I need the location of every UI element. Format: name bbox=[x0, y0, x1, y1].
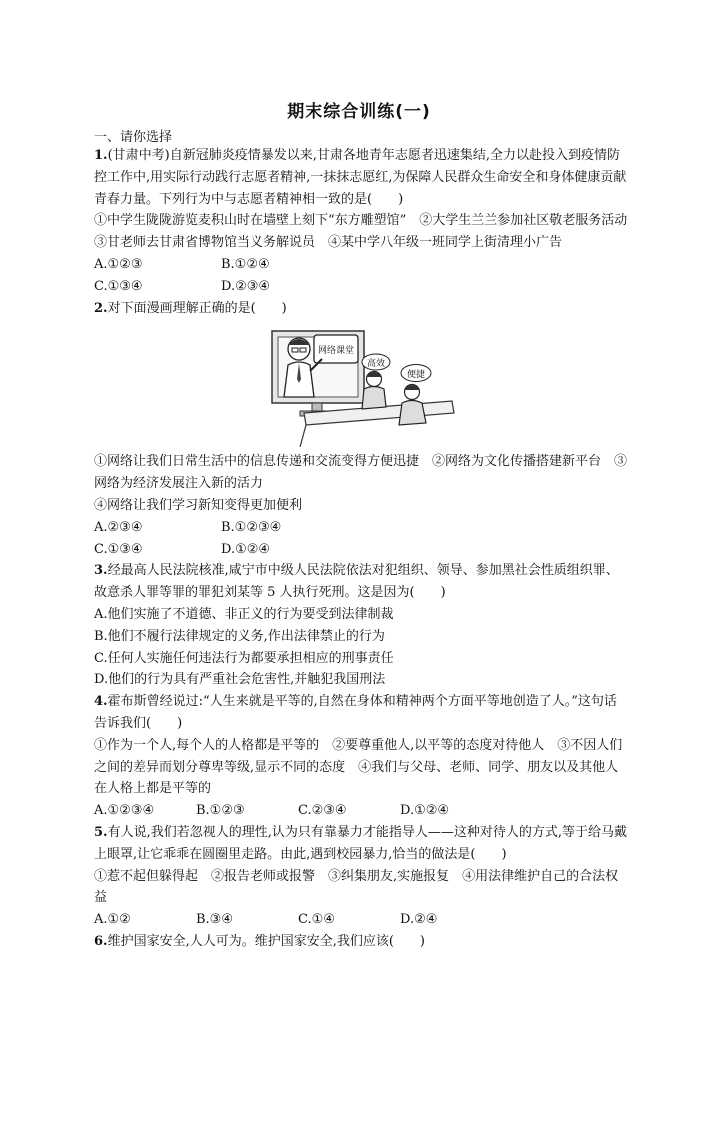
question-statements: ①惹不起但躲得起 ②报告老师或报警 ③纠集朋友,实施报复 ④用法律维护自己的合法权益 bbox=[94, 868, 619, 906]
bubble-text: 便捷 bbox=[406, 370, 426, 381]
question-5 bbox=[94, 822, 628, 931]
option-row bbox=[94, 539, 628, 561]
question-stem: 霍布斯曾经说过:“人生来就是平等的,自然在身体和精神两个方面平等地创造了人。”这句话告诉我们( ) bbox=[94, 694, 617, 731]
option-b: B.③④ bbox=[196, 912, 233, 928]
question-3 bbox=[94, 560, 628, 691]
option-d: D.他们的行为具有严重社会危害性,并触犯我国刑法 bbox=[94, 672, 386, 688]
option-b: B.①②④ bbox=[221, 256, 270, 272]
option-d: D.②③④ bbox=[221, 278, 271, 294]
option-c: C.①④ bbox=[298, 912, 335, 928]
option-row bbox=[94, 517, 628, 539]
student-body bbox=[362, 387, 386, 410]
question-number: 6. bbox=[94, 933, 108, 949]
question-stem: 对下面漫画理解正确的是( ) bbox=[107, 300, 287, 316]
question-statements: ④网络让我们学习新知变得更加便利 bbox=[94, 497, 303, 513]
question-statements: ①中学生陇陇游览麦积山时在墙壁上刻下“东方雕塑馆” ②大学生兰兰参加社区敬老服务活动 ③甘老师去甘肃省博物馆当义务解说员 ④某中学八年级一班同学上街清理小广告 bbox=[94, 213, 641, 251]
question-stem: (甘肃中考)自新冠肺炎疫情暴发以来,甘肃各地青年志愿者迅速集结,全力以赴投入到疫情防控工作中,用实际行动践行志愿者精神,一抹抹志愿红,为保障人民群众生命安全和身体健康贡献青春力量。下列行为中与志愿者精神相一致的是( ) bbox=[94, 148, 627, 207]
cartoon-illustration bbox=[266, 321, 456, 447]
question-number: 2. bbox=[94, 300, 108, 316]
question-number: 3. bbox=[94, 563, 108, 579]
option-b: B.①②③ bbox=[196, 803, 245, 819]
option-a: A.①②③④ bbox=[94, 803, 155, 819]
question-stem: 经最高人民法院核准,咸宁市中级人民法院依法对犯组织、领导、参加黑社会性质组织罪、故意杀人罪等罪的罪犯刘某等 5 人执行死刑。这是因为( ) bbox=[94, 563, 619, 601]
question-4 bbox=[94, 691, 628, 822]
question-stem: 有人说,我们若忽视人的理性,认为只有靠暴力才能指导人——这种对待人的方式,等于给马戴上眼罩,让它乖乖在圆圈里走路。由此,遇到校园暴力,恰当的做法是( ) bbox=[94, 824, 627, 862]
option-c: C.①③④ bbox=[94, 278, 143, 294]
cartoon-figure bbox=[94, 321, 628, 449]
question-number: 5. bbox=[94, 824, 108, 840]
question-statements: ①网络让我们日常生活中的信息传递和交流变得方便迅捷 ②网络为文化传播搭建新平台 ③网络为经济发展注入新的活力 bbox=[94, 454, 628, 492]
student-body bbox=[399, 401, 426, 426]
option-a: A.他们实施了不道德、非正义的行为要受到法律制裁 bbox=[94, 606, 394, 622]
question-2 bbox=[94, 298, 628, 561]
option-c: C.②③④ bbox=[298, 803, 347, 819]
section-heading: 一、请你选择 bbox=[94, 130, 173, 145]
question-number: 1. bbox=[94, 148, 108, 163]
bubble-text: 高效 bbox=[366, 359, 386, 370]
option-c: C.任何人实施任何违法行为都要承担相应的刑事责任 bbox=[94, 650, 394, 666]
question-statements: ①作为一个人,每个人的人格都是平等的 ②要尊重他人,以平等的态度对待他人 ③不因人们之间的差异而划分尊卑等级,显示不同的态度 ④我们与父母、老师、同学、朋友以及其他人在人格上都是平等的 bbox=[94, 737, 623, 797]
option-row bbox=[94, 254, 628, 276]
question-list bbox=[94, 145, 641, 953]
question-stem: 维护国家安全,人人可为。维护国家安全,我们应该( ) bbox=[107, 933, 425, 949]
option-b: B.①②③④ bbox=[221, 519, 282, 535]
page-title: 期末综合训练(一) bbox=[287, 102, 431, 122]
option-a: A.②③④ bbox=[94, 519, 143, 535]
option-d: D.①②④ bbox=[400, 803, 450, 819]
question-number: 4. bbox=[94, 694, 108, 710]
question-6 bbox=[94, 931, 628, 953]
option-row bbox=[94, 909, 628, 931]
option-b: B.他们不履行法律规定的义务,作出法律禁止的行为 bbox=[94, 628, 385, 644]
option-d: D.②④ bbox=[400, 912, 438, 928]
option-row bbox=[94, 276, 628, 298]
monitor-stand bbox=[312, 403, 322, 411]
option-a: A.①②③ bbox=[94, 256, 143, 272]
option-a: A.①② bbox=[94, 912, 131, 928]
option-d: D.①②④ bbox=[221, 541, 271, 557]
option-c: C.①③④ bbox=[94, 541, 143, 557]
question-1 bbox=[94, 145, 641, 298]
board-text: 网络课堂 bbox=[317, 346, 355, 357]
option-row bbox=[94, 800, 628, 822]
